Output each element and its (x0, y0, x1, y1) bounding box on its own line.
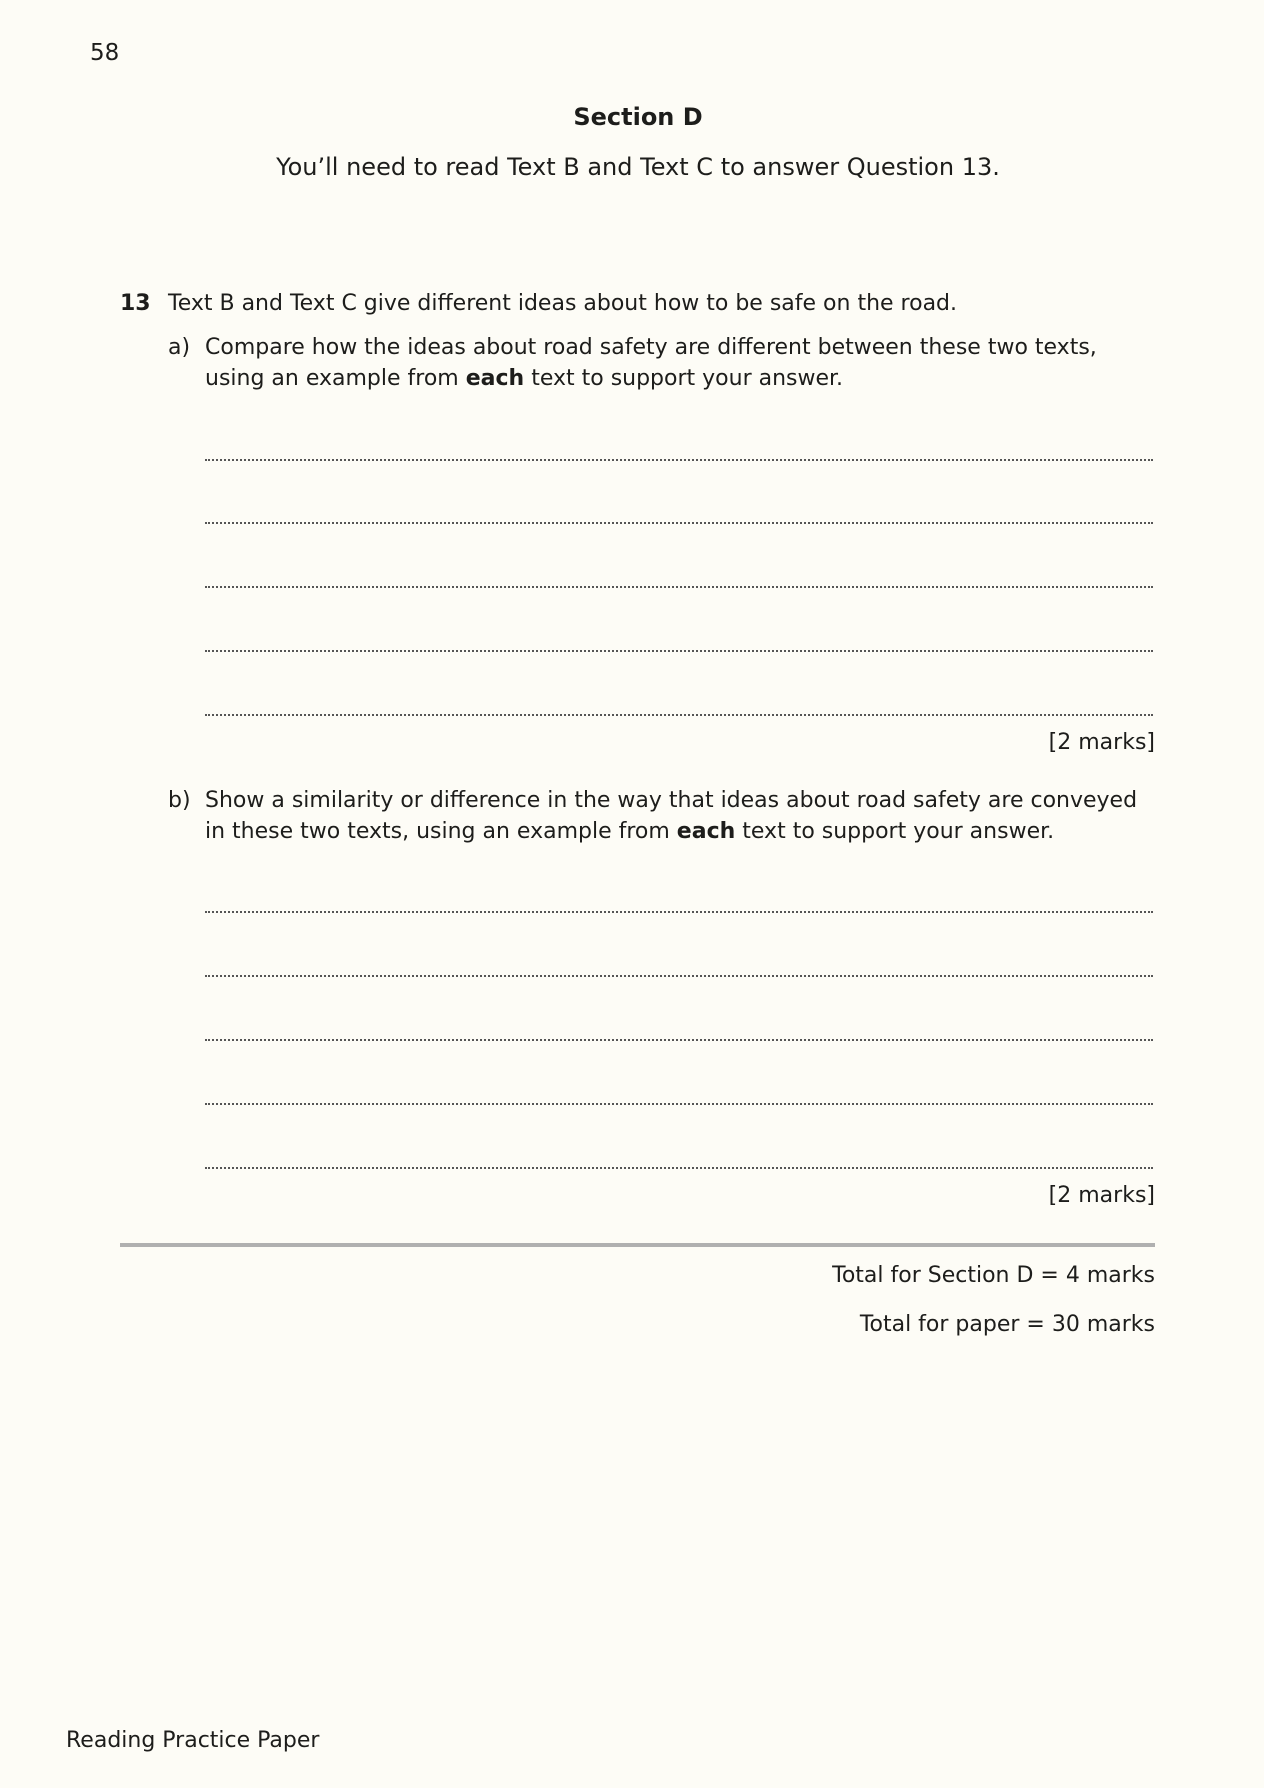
page-number: 58 (90, 40, 120, 66)
part-prompt-text: in these two texts, using an example from (205, 819, 677, 844)
answer-line-b-1[interactable] (205, 911, 1153, 913)
part-label: b) (168, 788, 191, 813)
part-prompt-text: using an example from (205, 366, 466, 391)
section-divider (120, 1243, 1155, 1247)
part-prompt-emphasis: each (676, 819, 736, 844)
part-prompt-line-2 (205, 816, 1105, 847)
marks-label-a: [2 marks] (1048, 730, 1155, 755)
page-footer: Reading Practice Paper (66, 1728, 320, 1753)
part-prompt-text: text to support your answer. (524, 366, 844, 391)
answer-line-b-5[interactable] (205, 1167, 1153, 1169)
part-prompt-text: text to support your answer. (735, 819, 1055, 844)
marks-label-b: [2 marks] (1048, 1183, 1155, 1208)
question-number: 13 (120, 291, 151, 316)
section-title: Section D (573, 103, 703, 131)
answer-line-a-3[interactable] (205, 586, 1153, 588)
answer-line-a-2[interactable] (205, 522, 1153, 524)
answer-line-a-4[interactable] (205, 650, 1153, 652)
answer-line-a-5[interactable] (205, 714, 1153, 716)
answer-line-b-4[interactable] (205, 1103, 1153, 1105)
part-prompt-line-1: Show a similarity or difference in the way that ideas about road safety are conveyed (205, 788, 1138, 813)
section-intro: You’ll need to read Text B and Text C to answer Question 13. (276, 153, 1000, 181)
paper-total: Total for paper = 30 marks (859, 1312, 1155, 1337)
part-prompt (205, 332, 1105, 394)
part-prompt-line-1: Compare how the ideas about road safety are different between these two texts, (205, 335, 1097, 360)
section-total: Total for Section D = 4 marks (832, 1263, 1155, 1288)
answer-line-b-2[interactable] (205, 975, 1153, 977)
part-prompt-line-2 (205, 363, 1105, 394)
answer-line-a-1[interactable] (205, 459, 1153, 461)
question-stem: Text B and Text C give different ideas about how to be safe on the road. (168, 291, 958, 316)
part-prompt (205, 785, 1138, 847)
part-prompt-emphasis: each (465, 366, 525, 391)
answer-line-b-3[interactable] (205, 1039, 1153, 1041)
part-label: a) (168, 335, 191, 360)
